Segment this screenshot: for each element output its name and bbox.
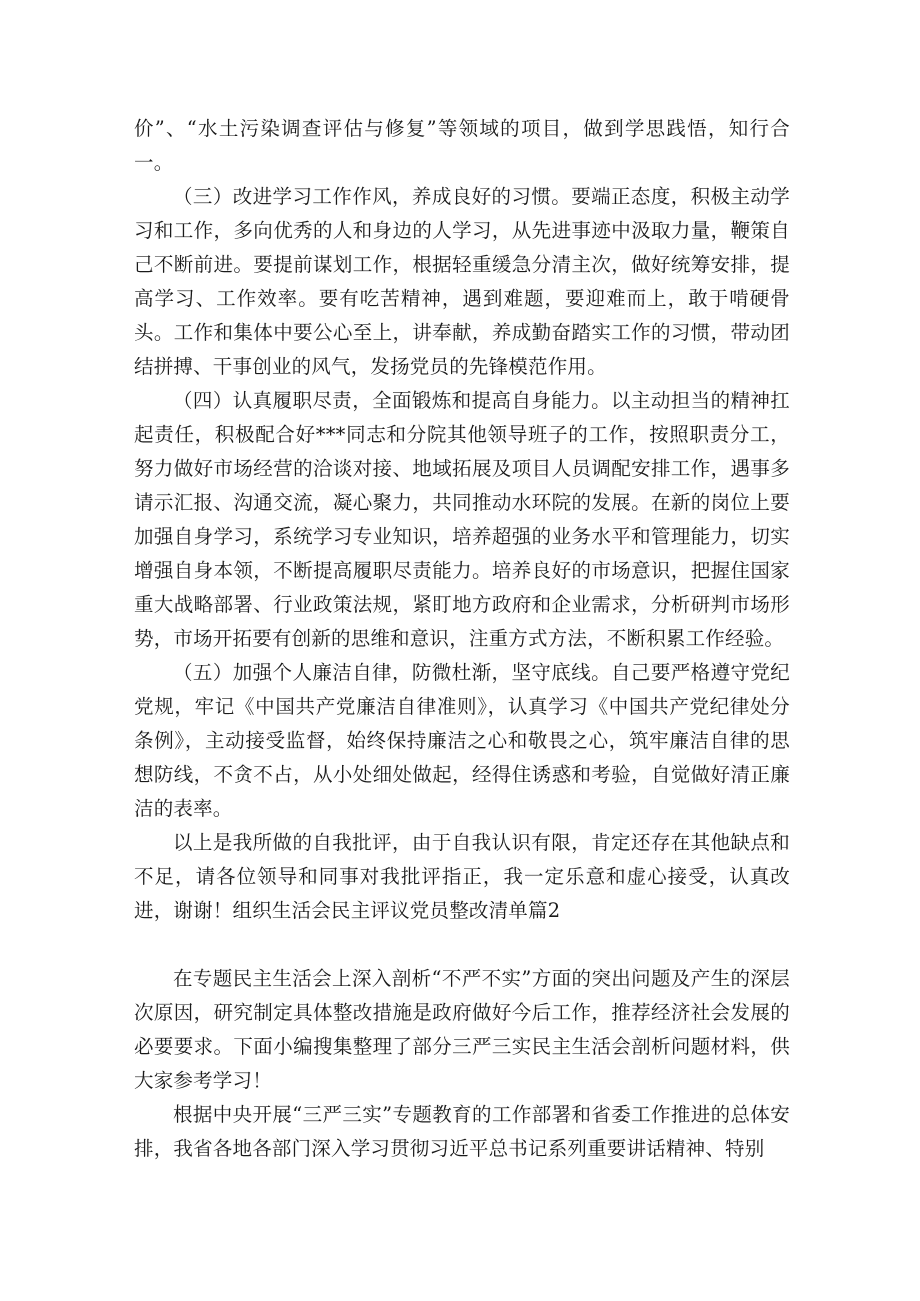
paragraph-section-4: （四）认真履职尽责，全面锻炼和提高自身能力。以主动担当的精神扛起责任，积极配合好***同志和分院其他领导班子的工作，按照职责分工，努力做好市场经营的洽谈对接、地域拓展及项目人员调配安排工作，遇事多请示汇报、沟通交流，凝心聚力，共同推动水环院的发展。在新的岗位上要加强自身学习，系统学习专业知识，培养超强的业务水平和管理能力，切实增强自身本领，不断提高履职尽责能力。培养良好的市场意识，把握住国家重大战略部署、行业政策法规，紧盯地方政府和企业需求，分析研判市场形势，市场开拓要有创新的思维和意识，注重方式方法，不断积累工作经验。 — [134, 389, 790, 650]
document-body — [134, 112, 790, 1166]
paragraph-section-5: （五）加强个人廉洁自律，防微杜渐，坚守底线。自己要严格遵守党纪党规，牢记《中国共产党廉洁自律准则》，认真学习《中国共产党纪律处分条例》，主动接受监督，始终保持廉洁之心和敬畏之心，筑牢廉洁自律的思想防线，不贪不占，从小处细处做起，经得住诱惑和考验，自觉做好清正廉洁的表率。 — [134, 661, 790, 820]
paragraph-continuation: 价”、“水土污染调查评估与修复”等领域的项目，做到学思践悟，知行合一。 — [134, 117, 790, 174]
paragraph-intro-part-2: 在专题民主生活会上深入剖析“不严不实”方面的突出问题及产生的深层次原因，研究制定具体整改措施是政府做好今后工作，推荐经济社会发展的必要要求。下面小编搜集整理了部分三严三实民主生活会剖析问题材料，供大家参考学习！ — [134, 967, 790, 1092]
paragraph-background: 根据中央开展“三严三实”专题教育的工作部署和省委工作推进的总体安排，我省各地各部门深入学习贯彻习近平总书记系列重要讲话精神、特别 — [134, 1103, 790, 1160]
paragraph-conclusion: 以上是我所做的自我批评，由于自我认识有限，肯定还存在其他缺点和不足，请各位领导和同事对我批评指正，我一定乐意和虚心接受，认真改进，谢谢！组织生活会民主评议党员整改清单篇2 — [134, 831, 790, 922]
paragraph-section-3: （三）改进学习工作作风，养成良好的习惯。要端正态度，积极主动学习和工作，多向优秀的人和身边的人学习，从先进事迹中汲取力量，鞭策自己不断前进。要提前谋划工作，根据轻重缓急分清主次，做好统筹安排，提高学习、工作效率。要有吃苦精神，遇到难题，要迎难而上，敢于啃硬骨头。工作和集体中要公心至上，讲奉献，养成勤奋踏实工作的习惯，带动团结拼搏、干事创业的风气，发扬党员的先锋模范作用。 — [134, 185, 790, 378]
